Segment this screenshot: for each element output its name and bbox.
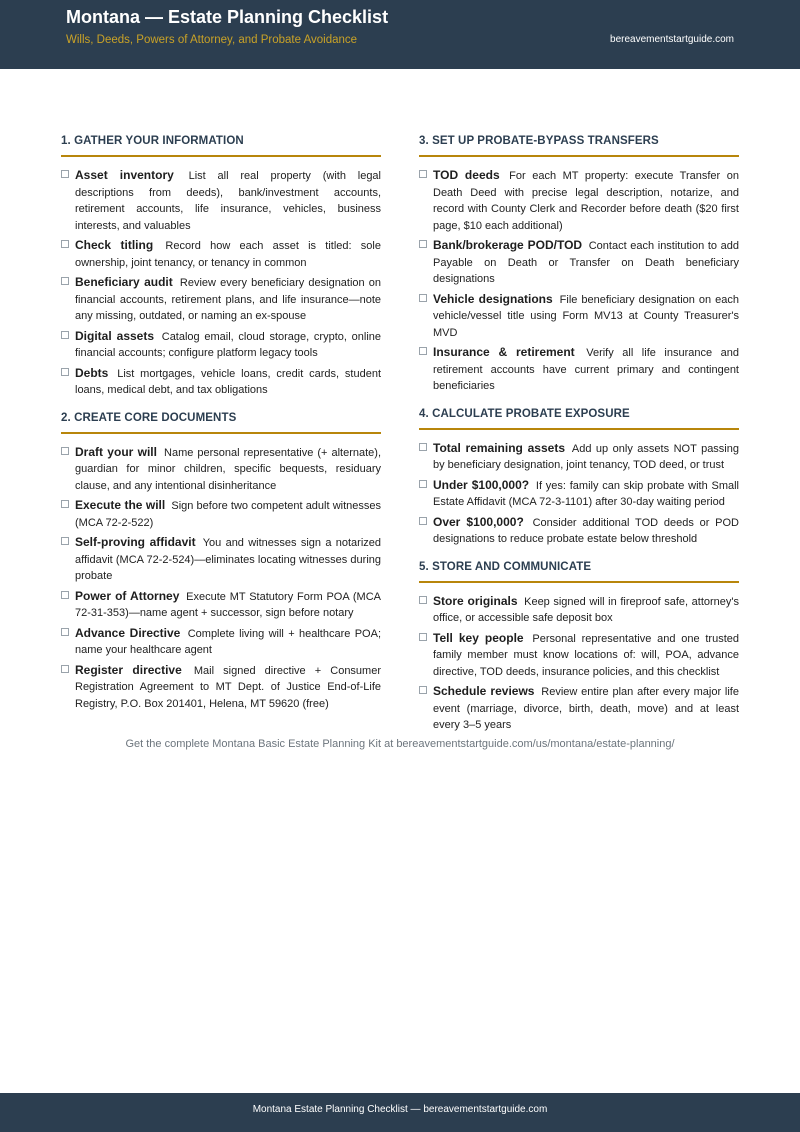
checkbox[interactable] — [61, 628, 69, 636]
item-text: List mortgages, vehicle loans, credit cards, student loans, medical debt, and tax obligations — [75, 367, 381, 396]
checklist-section — [61, 412, 381, 713]
item-text: Review every beneficiary designation on financial accounts, retirement plans, and life insurance—note any missing, outdated, or naming an ex-spouse — [75, 277, 382, 322]
item-body — [75, 662, 381, 713]
checkbox[interactable] — [61, 500, 69, 508]
checklist-section — [61, 135, 381, 399]
item-body — [75, 625, 381, 659]
checkbox[interactable] — [61, 240, 69, 248]
page-title: Montana — Estate Planning Checklist — [66, 7, 389, 27]
item-body — [75, 365, 381, 399]
checkbox[interactable] — [419, 517, 427, 525]
checklist-item — [419, 167, 739, 234]
checklist-section — [419, 561, 739, 734]
checklist-item — [61, 444, 381, 495]
checkbox[interactable] — [419, 240, 427, 248]
item-title: Bank/brokerage POD/TOD — [433, 238, 583, 252]
checkbox[interactable] — [419, 633, 427, 641]
checkbox[interactable] — [419, 596, 427, 604]
checklist-item — [61, 497, 381, 531]
checkbox[interactable] — [61, 277, 69, 285]
checklist-item — [61, 588, 381, 622]
checklist-item — [61, 328, 381, 362]
right-column — [419, 135, 739, 747]
section-title: 4. CALCULATE PROBATE EXPOSURE — [419, 408, 739, 430]
item-text: Contact each institution to add Payable on Death or Transfer on Death beneficiary designations — [433, 240, 740, 285]
item-title: Digital assets — [75, 328, 155, 343]
item-title: Advance Directive — [75, 625, 181, 640]
item-body — [75, 444, 381, 495]
item-title: Draft your will — [75, 444, 157, 459]
item-text: Name personal representative (+ alternate), guardian for minor children, specific bequests, residuary clause, and any intentional disinheritance — [75, 446, 381, 492]
checkbox[interactable] — [61, 447, 69, 455]
checkbox[interactable] — [419, 170, 427, 178]
item-text: Verify all life insurance and retirement accounts have current primary and contingent beneficiaries — [433, 347, 739, 392]
item-text: If yes: family can skip probate with Small Estate Affidavit (MCA 72-3-1101) after 30-day waiting period — [433, 479, 739, 508]
item-body — [433, 167, 739, 234]
item-title: Vehicle designations — [433, 291, 553, 306]
page-header — [0, 0, 800, 69]
section-title: 3. SET UP PROBATE-BYPASS TRANSFERS — [419, 135, 739, 157]
item-title: Beneficiary audit — [75, 275, 173, 289]
checkbox[interactable] — [419, 347, 427, 355]
checkbox[interactable] — [61, 591, 69, 599]
item-text: Catalog email, cloud storage, crypto, online financial accounts; configure platform legacy tools — [75, 330, 381, 359]
item-body — [433, 344, 739, 395]
section-title: 2. CREATE CORE DOCUMENTS — [61, 412, 381, 434]
item-body — [433, 593, 739, 627]
checkbox[interactable] — [61, 537, 69, 545]
item-text: List all real property (with legal descriptions from deeds), bank/investment accounts, retirement accounts, life insurance, vehicles, business interests, and valuables — [75, 170, 381, 232]
item-body — [75, 237, 381, 271]
item-text: Keep signed will in fireproof safe, attorney's office, or accessible safe deposit box — [433, 595, 739, 624]
item-text: Sign before two competent adult witnesses (MCA 72-2-522) — [75, 500, 381, 529]
item-body — [433, 440, 739, 474]
item-body — [433, 237, 739, 288]
checkbox[interactable] — [61, 368, 69, 376]
checklist-item — [419, 477, 739, 511]
checklist-item — [419, 237, 739, 288]
page-subtitle: Wills, Deeds, Powers of Attorney, and Probate Avoidance — [66, 34, 358, 46]
section-title: 1. GATHER YOUR INFORMATION — [61, 135, 381, 157]
checkbox[interactable] — [419, 443, 427, 451]
checklist-item — [419, 630, 739, 681]
item-text: For each MT property: execute Transfer on Death Deed with precise legal description, notarize, and record with County Clerk and Recorder before death ($20 first page, $10 each additional) — [433, 170, 739, 232]
item-body — [75, 167, 381, 234]
checklist-item — [61, 534, 381, 585]
item-title: Insurance & retirement — [433, 345, 575, 359]
item-body — [75, 497, 381, 531]
item-body — [433, 514, 739, 548]
checklist-item — [61, 625, 381, 659]
item-text: Review entire plan after every major life event (marriage, divorce, birth, death, move) and at least every 3–5 years — [433, 686, 739, 731]
checklist-section — [419, 408, 739, 548]
item-title: Schedule reviews — [433, 684, 535, 698]
checklist-item — [419, 291, 739, 342]
checklist-section — [419, 135, 739, 395]
checklist-item — [419, 440, 739, 474]
item-title: Register directive — [75, 662, 182, 677]
item-text: File beneficiary designation on each vehicle/vessel title using Form MV13 at County Treasurer's MVD — [433, 293, 739, 339]
page-footer: Montana Estate Planning Checklist — bereavementstartguide.com — [0, 1093, 800, 1132]
checklist-item — [419, 344, 739, 395]
item-text: Complete living will + healthcare POA; name your healthcare agent — [75, 627, 381, 656]
item-body — [75, 588, 381, 622]
checkbox[interactable] — [419, 686, 427, 694]
item-title: Power of Attorney — [75, 588, 180, 603]
item-body — [75, 328, 381, 362]
checkbox[interactable] — [61, 170, 69, 178]
item-title: Tell key people — [433, 630, 524, 645]
checklist-item — [61, 662, 381, 713]
item-title: Debts — [75, 365, 109, 380]
item-title: Self-proving affidavit — [75, 535, 196, 549]
checklist-item — [419, 593, 739, 627]
item-title: Store originals — [433, 593, 518, 608]
checklist-item — [419, 514, 739, 548]
checkbox[interactable] — [61, 331, 69, 339]
checklist-item — [61, 167, 381, 234]
item-text: You and witnesses sign a notarized affidavit (MCA 72-2-524)—eliminates locating witnesses during probate — [75, 537, 381, 582]
site-link[interactable]: bereavementstartguide.com — [610, 34, 734, 45]
checkbox[interactable] — [61, 665, 69, 673]
item-title: Under $100,000? — [433, 477, 530, 492]
section-title: 5. STORE AND COMMUNICATE — [419, 561, 739, 583]
checkbox[interactable] — [419, 294, 427, 302]
item-text: Personal representative and one trusted family member must know locations of: will, POA, advance directive, TOD deeds, insurance policies, and this checklist — [433, 632, 739, 678]
checklist-item — [61, 237, 381, 271]
item-text: Add up only assets NOT passing by beneficiary designation, joint tenancy, TOD deed, or trust — [433, 442, 739, 471]
item-body — [433, 477, 739, 511]
checklist-item — [61, 274, 381, 325]
item-text: Record how each asset is titled: sole ownership, joint tenancy, or tenancy in common — [75, 240, 381, 269]
item-text: Mail signed directive + Consumer Registration Agreement to MT Dept. of Justice End-of-Life Registry, P.O. Box 201401, Helena, MT 59620 (free) — [75, 664, 381, 710]
item-text: Execute MT Statutory Form POA (MCA 72-31-353)—name agent + successor, sign before notary — [75, 590, 381, 619]
item-text: Consider additional TOD deeds or POD designations to reduce probate estate below threshold — [433, 516, 739, 545]
item-title: TOD deeds — [433, 168, 500, 182]
item-body — [75, 534, 381, 585]
item-body — [433, 291, 739, 342]
item-title: Execute the will — [75, 498, 166, 512]
item-body — [433, 683, 739, 734]
left-column — [61, 135, 381, 725]
item-body — [75, 274, 381, 325]
item-title: Check titling — [75, 238, 154, 252]
item-body — [433, 630, 739, 681]
checkbox[interactable] — [419, 480, 427, 488]
item-title: Over $100,000? — [433, 514, 524, 529]
item-title: Asset inventory — [75, 168, 174, 182]
checklist-item — [61, 365, 381, 399]
checklist-item — [419, 683, 739, 734]
promo-text: Get the complete Montana Basic Estate Planning Kit at bereavementstartguide.com/us/montana/estate-planning/ — [125, 738, 675, 750]
item-title: Total remaining assets — [433, 440, 565, 455]
